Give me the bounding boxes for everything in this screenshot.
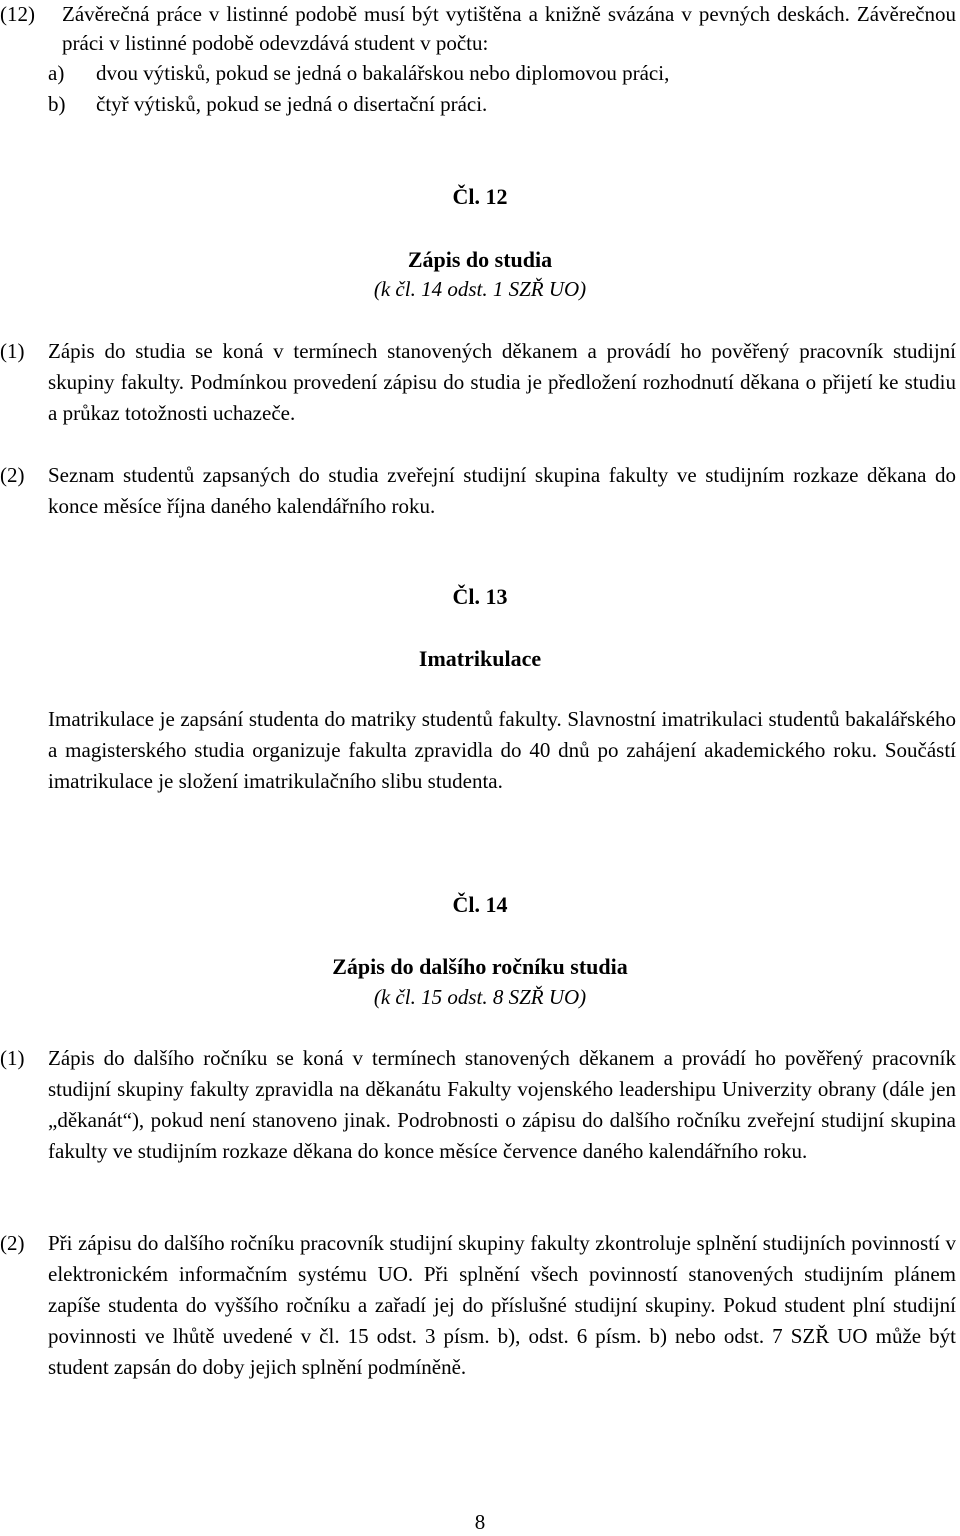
article-title: Zápis do dalšího ročníku studia — [332, 954, 628, 979]
list-item-label: b) — [48, 92, 66, 116]
page-number: 8 — [474, 1510, 486, 1534]
article-paragraph: Imatrikulace je zapsání studenta do matriky studentů fakulty. Slavnostní imatrikulaci studentů bakalářského a magisterského studia organizuje fakulta zpravidla do 40 dnů po zahájení akademického roku. Součástí imatrikulace je složení imatrikulačního slibu studenta. — [48, 707, 956, 793]
paragraph-number: (2) — [0, 1231, 25, 1255]
paragraph-text: Závěrečná práce v listinné podobě musí být vytištěna a knižně svázána v pevných deskách. Závěrečnou práci v listinné podobě odevzdává student v počtu: — [62, 2, 956, 55]
article-title: Imatrikulace — [418, 646, 542, 671]
paragraph-text: Při zápisu do dalšího ročníku pracovník studijní skupiny fakulty zkontroluje splnění studijních povinností v elektronickém informačním systému UO. Při splnění všech povinností stanovených studijním plánem zapíše studenta do vyššího ročníku a zařadí jej do příslušné studijní skupiny. Pokud student plní studijní povinnosti ve lhůtě uvedené v čl. 15 odst. 3 písm. b), odst. 6 písm. b) nebo odst. 7 SZŘ UO může být student zapsán do doby jejich splnění podmíněně. — [48, 1231, 956, 1379]
paragraph-number: (1) — [0, 1046, 25, 1070]
paragraph-text: Zápis do dalšího ročníku se koná v termínech stanovených děkanem a provádí ho pověřený pracovník studijní skupiny fakulty zpravidla na děkanátu Fakulty vojenského leadershipu Univerzity obrany (dále jen „děkanát“), pokud není stanoveno jinak. Podrobnosti o zápisu do dalšího ročníku zveřejní studijní skupina fakulty ve studijním rozkaze děkana do konce měsíce července daného kalendářního roku. — [48, 1046, 956, 1163]
paragraph-text: Seznam studentů zapsaných do studia zveřejní studijní skupina fakulty ve studijním rozkaze děkana do konce měsíce října daného kalendářního roku. — [48, 463, 956, 518]
article-reference: (k čl. 15 odst. 8 SZŘ UO) — [373, 985, 587, 1009]
list-item-label: a) — [48, 61, 65, 85]
list-item-text: dvou výtisků, pokud se jedná o bakalářskou nebo diplomovou práci, — [96, 61, 670, 85]
article-reference: (k čl. 14 odst. 1 SZŘ UO) — [373, 277, 587, 301]
paragraph-text: Zápis do studia se koná v termínech stanovených děkanem a provádí ho pověřený pracovník studijní skupiny fakulty. Podmínkou provedení zápisu do studia je předložení rozhodnutí děkana o přijetí ke studiu a průkaz totožnosti uchazeče. — [48, 339, 956, 425]
article-title: Zápis do studia — [407, 247, 553, 272]
paragraph-number: (2) — [0, 463, 25, 487]
paragraph-number: (12) — [0, 2, 35, 26]
list-item-text: čtyř výtisků, pokud se jedná o disertační práci. — [96, 92, 488, 116]
paragraph-number: (1) — [0, 339, 25, 363]
article-heading: Čl. 13 — [452, 584, 508, 609]
article-heading: Čl. 14 — [452, 892, 508, 917]
article-heading: Čl. 12 — [452, 184, 508, 209]
